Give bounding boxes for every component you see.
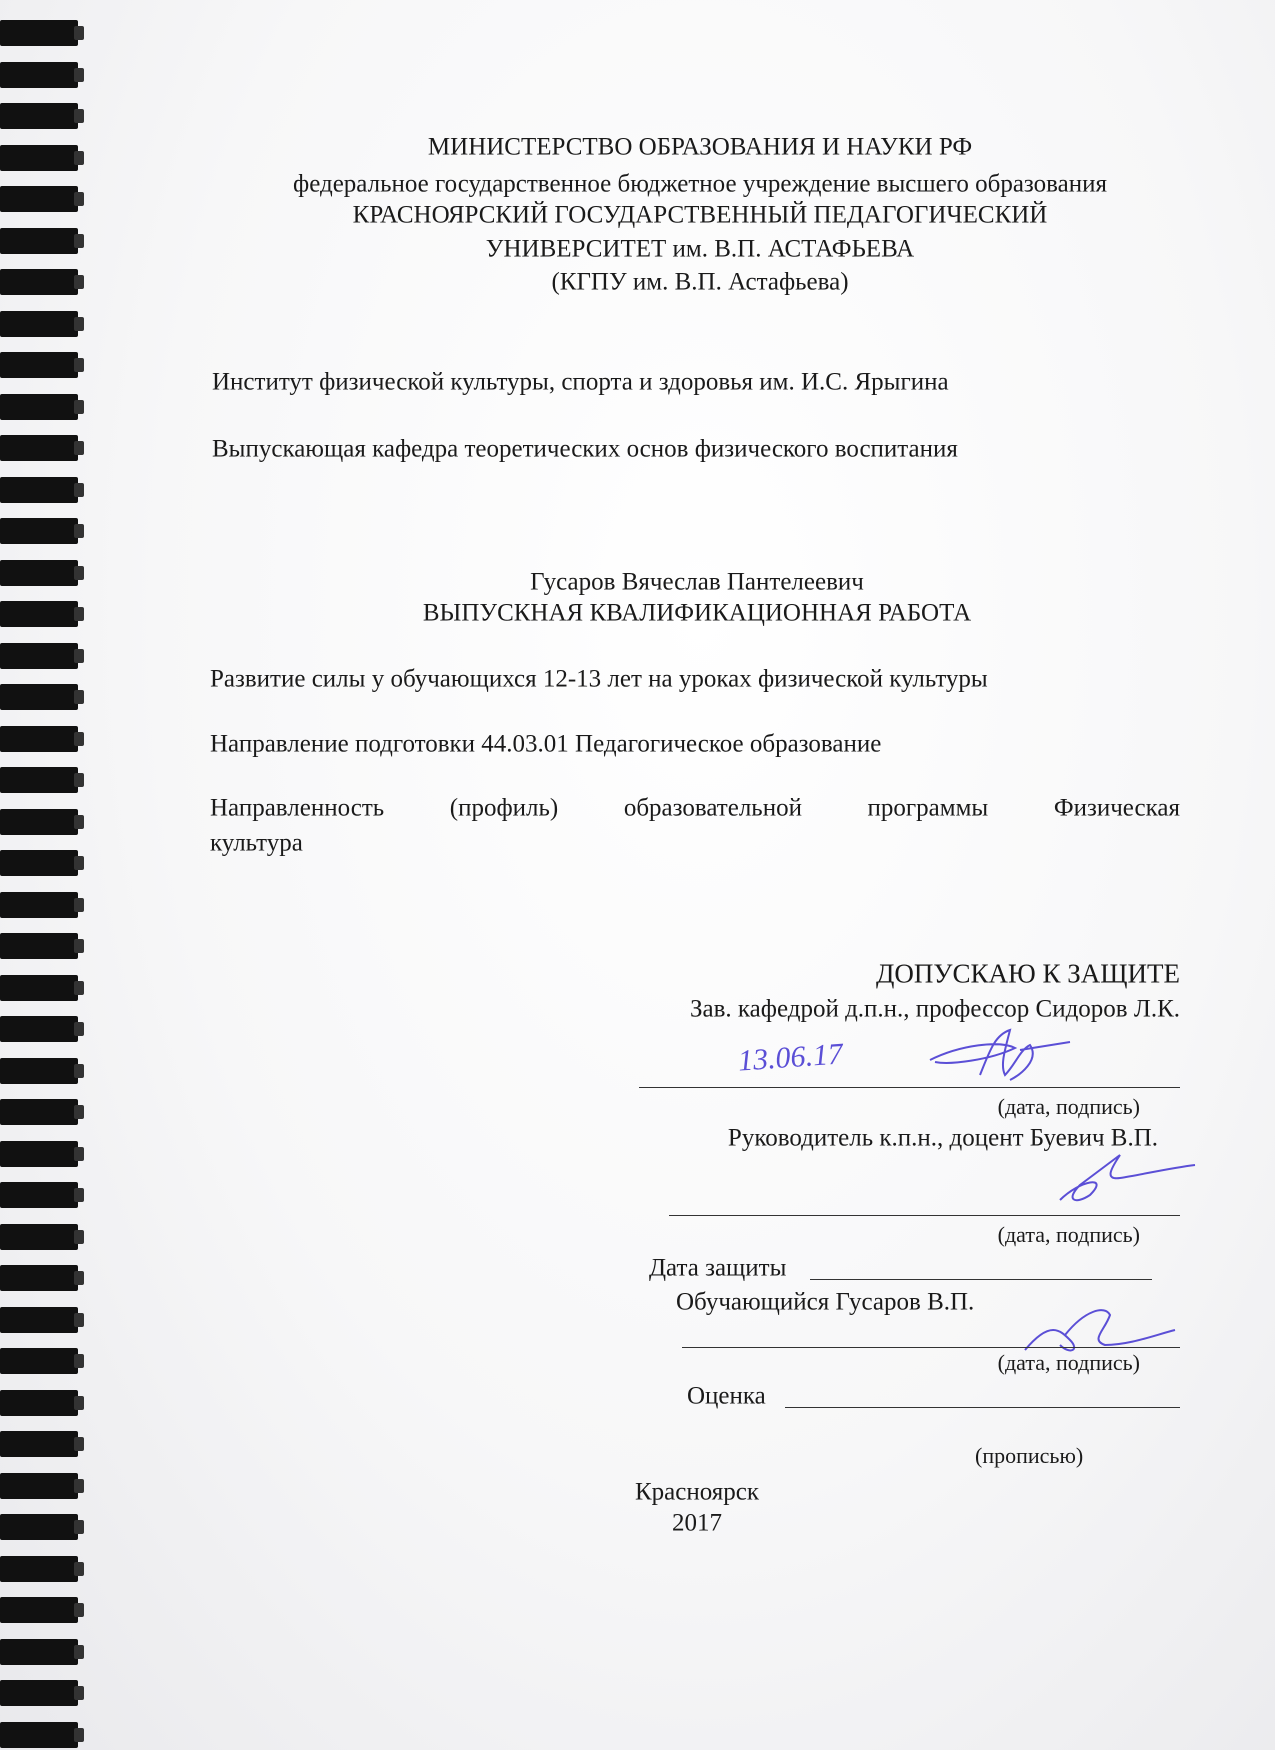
profile-word: (профиль): [449, 794, 559, 822]
work-type: ВЫПУСКНАЯ КВАЛИФИКАЦИОННАЯ РАБОТА: [422, 599, 972, 627]
binder-ring: [0, 1307, 78, 1333]
approval-title: ДОПУСКАЮ К ЗАЩИТЕ: [875, 958, 1180, 989]
binder-ring: [0, 62, 78, 88]
defense-date-label: Дата защиты: [649, 1254, 787, 1282]
binder-ring: [0, 103, 78, 129]
topic: Развитие силы у обучающихся 12-13 лет на уроках физической культуры: [210, 665, 988, 693]
binder-ring: [0, 1390, 78, 1416]
department: Выпускающая кафедра теоретических основ физического воспитания: [212, 435, 958, 463]
institution-type: федеральное государственное бюджетное учреждение высшего образования: [293, 170, 1107, 198]
signature-line-head: [639, 1087, 1180, 1088]
binder-ring: [0, 1473, 78, 1499]
binder-ring: [0, 767, 78, 793]
binder-ring: [0, 933, 78, 959]
binder-ring: [0, 1514, 78, 1540]
binder-ring: [0, 1597, 78, 1623]
binder-ring: [0, 643, 78, 669]
binder-ring: [0, 1265, 78, 1291]
binder-ring: [0, 1639, 78, 1665]
binder-ring: [0, 1680, 78, 1706]
binder-ring: [0, 1016, 78, 1042]
binder-ring: [0, 1224, 78, 1250]
binder-ring: [0, 1348, 78, 1374]
caption-date-signature: (дата, подпись): [997, 1350, 1140, 1375]
binder-ring: [0, 1141, 78, 1167]
binder-ring: [0, 1182, 78, 1208]
caption-date-signature: (дата, подпись): [997, 1222, 1140, 1247]
binder-ring: [0, 145, 78, 171]
binder-ring: [0, 684, 78, 710]
binder-ring: [0, 269, 78, 295]
grade-label: Оценка: [687, 1382, 766, 1410]
binder-ring: [0, 311, 78, 337]
binder-ring: [0, 477, 78, 503]
signature-supervisor: [1050, 1150, 1200, 1210]
binder-ring: [0, 850, 78, 876]
profile-line1: [210, 796, 1180, 821]
supervisor: Руководитель к.п.н., доцент Буевич В.П.: [727, 1124, 1158, 1152]
university-line2: УНИВЕРСИТЕТ им. В.П. АСТАФЬЕВА: [485, 235, 915, 263]
direction: Направление подготовки 44.03.01 Педагогическое образование: [210, 730, 882, 758]
signature-line-student: [682, 1347, 1180, 1348]
profile-word: Направленность: [210, 794, 385, 822]
profile-word: Физическая: [1053, 794, 1180, 822]
handwritten-date: 13.06.17: [736, 1037, 844, 1078]
binder-ring: [0, 809, 78, 835]
head-of-department: Зав. кафедрой д.п.н., профессор Сидоров Л.К.: [689, 995, 1180, 1023]
binder-ring: [0, 560, 78, 586]
institute: Институт физической культуры, спорта и здоровья им. И.С. Ярыгина: [212, 368, 949, 396]
binder-ring: [0, 892, 78, 918]
binder-ring: [0, 1556, 78, 1582]
binder-ring: [0, 1058, 78, 1084]
profile-line2: культура: [210, 829, 303, 857]
binder-ring: [0, 352, 78, 378]
city: Красноярск: [634, 1478, 760, 1506]
university-short: (КГПУ им. В.П. Астафьева): [551, 268, 849, 296]
binder-ring: [0, 975, 78, 1001]
signature-line-supervisor: [669, 1215, 1180, 1216]
binder-ring: [0, 186, 78, 212]
signature-head: [920, 1020, 1080, 1100]
binder-ring: [0, 1431, 78, 1457]
ministry: МИНИСТЕРСТВО ОБРАЗОВАНИЯ И НАУКИ РФ: [427, 133, 973, 161]
grade-caption: (прописью): [975, 1443, 1084, 1468]
grade-line: [785, 1407, 1180, 1408]
student: Обучающийся Гусаров В.П.: [676, 1288, 975, 1316]
binder-ring: [0, 1722, 78, 1748]
binder-ring: [0, 518, 78, 544]
binder-ring: [0, 601, 78, 627]
profile-word: образовательной: [623, 794, 802, 822]
year: 2017: [672, 1509, 722, 1537]
binder-ring: [0, 228, 78, 254]
binder-ring: [0, 1099, 78, 1125]
caption-date-signature: (дата, подпись): [997, 1094, 1140, 1119]
binder-ring: [0, 726, 78, 752]
binder-ring: [0, 435, 78, 461]
binder-ring: [0, 20, 78, 46]
binder-ring: [0, 394, 78, 420]
author: Гусаров Вячеслав Пантелеевич: [530, 568, 864, 596]
university-line1: КРАСНОЯРСКИЙ ГОСУДАРСТВЕННЫЙ ПЕДАГОГИЧЕСКИЙ: [352, 201, 1048, 229]
profile-word: программы: [867, 794, 989, 822]
defense-date-line: [810, 1279, 1152, 1280]
